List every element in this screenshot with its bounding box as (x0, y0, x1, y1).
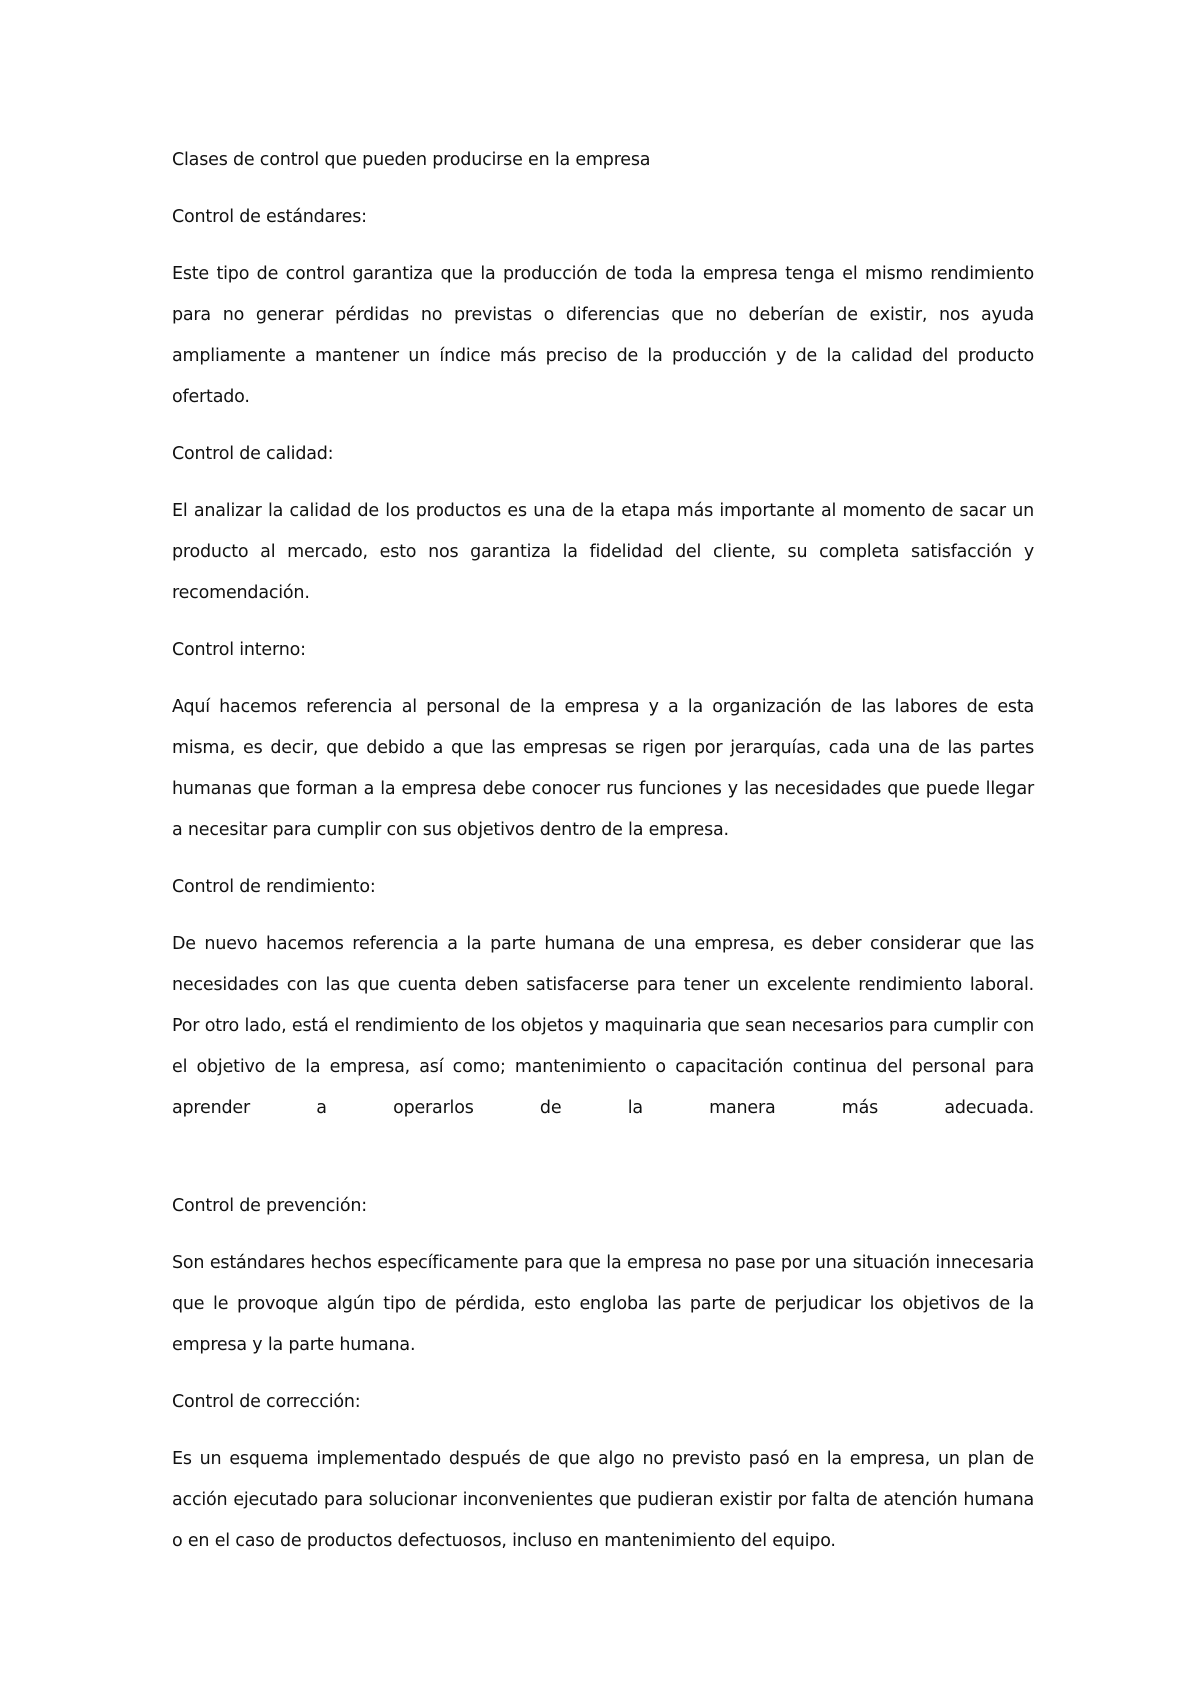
section-heading-prevencion: Control de prevención: (172, 1196, 367, 1216)
section-body-correccion: Es un esquema implementado después de que algo no previsto pasó en la empresa, un plan de acción ejecutado para solucionar inconvenientes que pudieran existir por falta de atención humana o en el caso de productos defectuosos, incluso en mantenimiento del equipo. (172, 1449, 1034, 1551)
section-body-estandares: Este tipo de control garantiza que la producción de toda la empresa tenga el mismo rendimiento para no generar pérdidas no previstas o diferencias que no deberían de existir, nos ayuda ampliamente a mantener un índice más preciso de la producción y de la calidad del producto ofertado. (172, 264, 1034, 407)
section-heading-interno: Control interno: (172, 640, 306, 660)
document-content (172, 140, 1034, 1578)
section-body-prevencion: Son estándares hechos específicamente para que la empresa no pase por una situación innecesaria que le provoque algún tipo de pérdida, esto engloba las parte de perjudicar los objetivos de la empresa y la parte humana. (172, 1253, 1034, 1355)
section-heading-rendimiento: Control de rendimiento: (172, 877, 376, 897)
section-body-calidad: El analizar la calidad de los productos es una de la etapa más importante al momento de sacar un producto al mercado, esto nos garantiza la fidelidad del cliente, su completa satisfacción y recomendación. (172, 501, 1034, 603)
document-title: Clases de control que pueden producirse en la empresa (172, 150, 651, 170)
section-heading-estandares: Control de estándares: (172, 207, 367, 227)
section-heading-calidad: Control de calidad: (172, 444, 334, 464)
section-heading-correccion: Control de corrección: (172, 1392, 361, 1412)
section-body-rendimiento: De nuevo hacemos referencia a la parte humana de una empresa, es deber considerar que las necesidades con las que cuenta deben satisfacerse para tener un excelente rendimiento laboral. Por otro lado, está el rendimiento de los objetos y maquinaria que sean necesarios para cumplir con el objetivo de la empresa, así como; mantenimiento o capacitación continua del personal para aprender a operarlos de la manera más adecuada. (172, 934, 1034, 1118)
section-body-interno: Aquí hacemos referencia al personal de la empresa y a la organización de las labores de esta misma, es decir, que debido a que las empresas se rigen por jerarquías, cada una de las partes humanas que forman a la empresa debe conocer rus funciones y las necesidades que puede llegar a necesitar para cumplir con sus objetivos dentro de la empresa. (172, 697, 1034, 840)
